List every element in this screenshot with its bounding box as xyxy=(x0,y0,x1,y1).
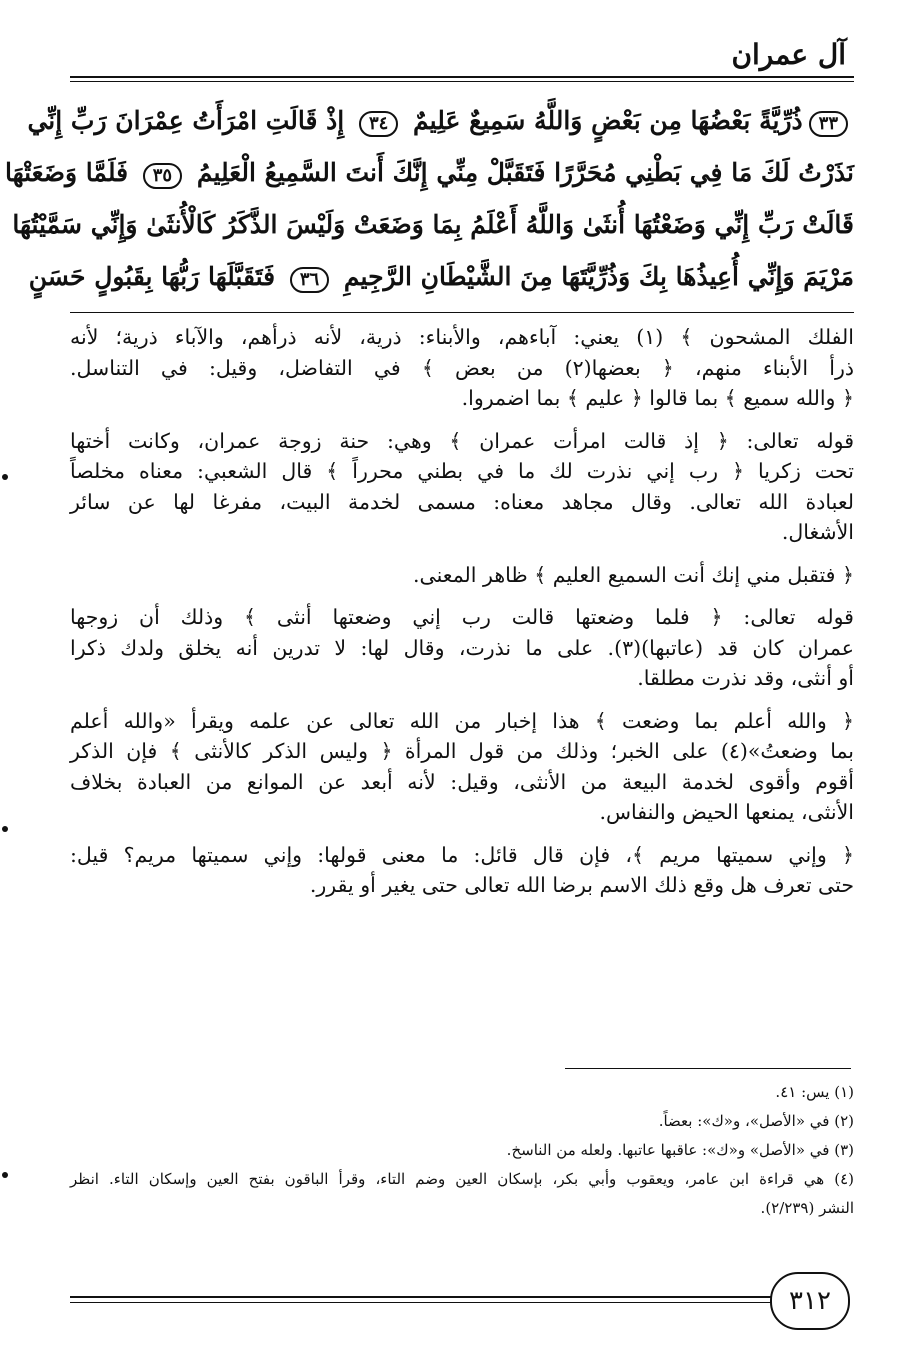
margin-dot xyxy=(2,826,8,832)
ayah-number-marker: ٣٦ xyxy=(290,267,329,293)
quran-verse-text: قَالَتْ رَبِّ إِنِّي وَضَعْتُهَا أُنثَىٰ وَاللَّهُ أَعْلَمُ بِمَا وَضَعَتْ وَلَيْسَ الذَّكَرُ كَالْأُنثَىٰ وَإِنِّي سَمَّيْتُهَا xyxy=(12,210,854,239)
ayah-number-marker: ٣٥ xyxy=(143,163,182,189)
commentary-line: ﴿ والله سميع ﴾ بما قالوا ﴿ عليم ﴾ بما اضمروا. xyxy=(461,386,854,410)
commentary-line: قوله تعالى: ﴿ فلما وضعتها قالت رب إني وضعتها أنثى ﴾ وذلك أن زوجها xyxy=(70,605,854,629)
quran-line xyxy=(5,147,854,199)
commentary-line: قوله تعالى: ﴿ إذ قالت امرأت عمران ﴾ وهي: حنة زوجة عمران، وكانت أختها xyxy=(70,428,854,453)
commentary-line: ذرأ الأبناء منهم، ﴿ بعضها(٢) من بعض ﴾ في التفاضل، وقيل: في التناسل. xyxy=(70,355,854,380)
quran-line xyxy=(28,251,854,303)
footer-rule xyxy=(70,1296,794,1298)
margin-dot xyxy=(2,1172,8,1178)
ayah-number-marker: ٣٣ xyxy=(809,111,848,137)
commentary-paragraph xyxy=(70,560,854,591)
quran-verse-text: ذُرِّيَّةً بَعْضُهَا مِن بَعْضٍ وَاللَّهُ سَمِيعٌ عَلِيمٌ xyxy=(413,106,803,135)
commentary-line: عمران كان قد (عاتبها)(٣). على ما نذرت، وقال لها: لا تدرين أنه يخلق ولدك ذكرا xyxy=(70,635,855,660)
footnote: (٤) هي قراءة ابن عامر، ويعقوب وأبي بكر، بإسكان العين وضم التاء، وقرأ الباقون بفتح العين وإسكان التاء. انظر xyxy=(70,1170,854,1188)
quran-verse-text: مَرْيَمَ وَإِنِّي أُعِيذُهَا بِكَ وَذُرِّيَّتَهَا مِنَ الشَّيْطَانِ الرَّجِيمِ xyxy=(343,262,854,291)
footnote: (٢) في «الأصل»، و«ك»: بعضاً. xyxy=(658,1112,854,1130)
tafsir-commentary xyxy=(70,322,854,913)
commentary-line: تحت زكريا ﴿ رب إني نذرت لك ما في بطني محرراً ﴾ قال الشعبي: معناه مخلصاً xyxy=(70,459,854,483)
page-number: ٣١٢ xyxy=(770,1272,850,1330)
header-rule-thin xyxy=(70,81,854,82)
commentary-line: لعبادة الله تعالى. وقال مجاهد معناه: مسمى لخدمة البيت، مفرغا لها عن سائر xyxy=(70,489,854,514)
footnote-separator xyxy=(565,1068,851,1069)
commentary-line: الأشغال. xyxy=(781,520,854,544)
commentary-line: ﴿ والله أعلم بما وضعت ﴾ هذا إخبار من الله تعالى عن علمه ويقرأ «والله أعلم xyxy=(70,708,854,733)
footnote: (٣) في «الأصل» و«ك»: عاقبها عاتبها. ولعله من الناسخ. xyxy=(506,1141,854,1159)
commentary-line: أو أنثى، وقد نذرت مطلقا. xyxy=(637,666,854,690)
page-header xyxy=(70,38,854,78)
quran-verse-text: نَذَرْتُ لَكَ مَا فِي بَطْنِي مُحَرَّرًا فَتَقَبَّلْ مِنِّي إِنَّكَ أَنتَ السَّمِيعُ الْعَلِيمُ xyxy=(196,158,854,187)
commentary-line: الأنثى، يمنعها الحيض والنفاس. xyxy=(599,800,854,824)
quran-line xyxy=(12,199,854,251)
commentary-line: بما وضعتُ»(٤) على الخبر؛ وذلك من قول المرأة ﴿ وليس الذكر كالأنثى ﴾ فإن الذكر xyxy=(70,739,855,763)
header-rule xyxy=(70,76,854,78)
commentary-paragraph xyxy=(70,426,854,548)
quran-separator xyxy=(70,312,854,313)
quran-verse-text: فَلَمَّا وَضَعَتْهَا xyxy=(5,158,129,187)
surah-title: آل عمران xyxy=(731,38,846,71)
quran-text xyxy=(5,95,854,303)
commentary-line: ﴿ فتقبل مني إنك أنت السميع العليم ﴾ ظاهر المعنى. xyxy=(413,562,854,587)
commentary-line: أقوم وأقوى لخدمة البيعة من الأنثى، وقيل: لأنه أبعد عن الموانع من العبادة بخلاف xyxy=(70,769,854,794)
commentary-paragraph xyxy=(70,840,854,901)
commentary-paragraph xyxy=(70,602,854,694)
commentary-line: الفلك المشحون ﴾ (١) يعني: آباءهم، والأبناء: ذرية، لأنه ذرأهم، والآباء ذرية؛ لأنه xyxy=(70,325,854,349)
margin-dot xyxy=(2,474,8,480)
footer-rule-thin xyxy=(70,1302,794,1303)
footnote: النشر (٢/٢٣٩). xyxy=(760,1199,854,1217)
commentary-paragraph xyxy=(70,322,854,414)
quran-line xyxy=(27,95,854,147)
quran-verse-text: إِذْ قَالَتِ امْرَأَتُ عِمْرَانَ رَبِّ إِنِّي xyxy=(27,106,345,135)
quran-verse-text: فَتَقَبَّلَهَا رَبُّهَا بِقَبُولٍ حَسَنٍ xyxy=(28,262,276,291)
footnotes xyxy=(70,1078,854,1223)
commentary-paragraph xyxy=(70,706,854,828)
footnote: (١) يس: ٤١. xyxy=(775,1083,854,1101)
commentary-line: ﴿ وإني سميتها مريم ﴾، فإن قال قائل: ما معنى قولها: وإني سميتها مريم؟ قيل: xyxy=(70,842,854,867)
ayah-number-marker: ٣٤ xyxy=(359,111,398,137)
commentary-line: حتى تعرف هل وقع ذلك الاسم برضا الله تعالى حتى يغير أو يقرر. xyxy=(309,873,854,897)
